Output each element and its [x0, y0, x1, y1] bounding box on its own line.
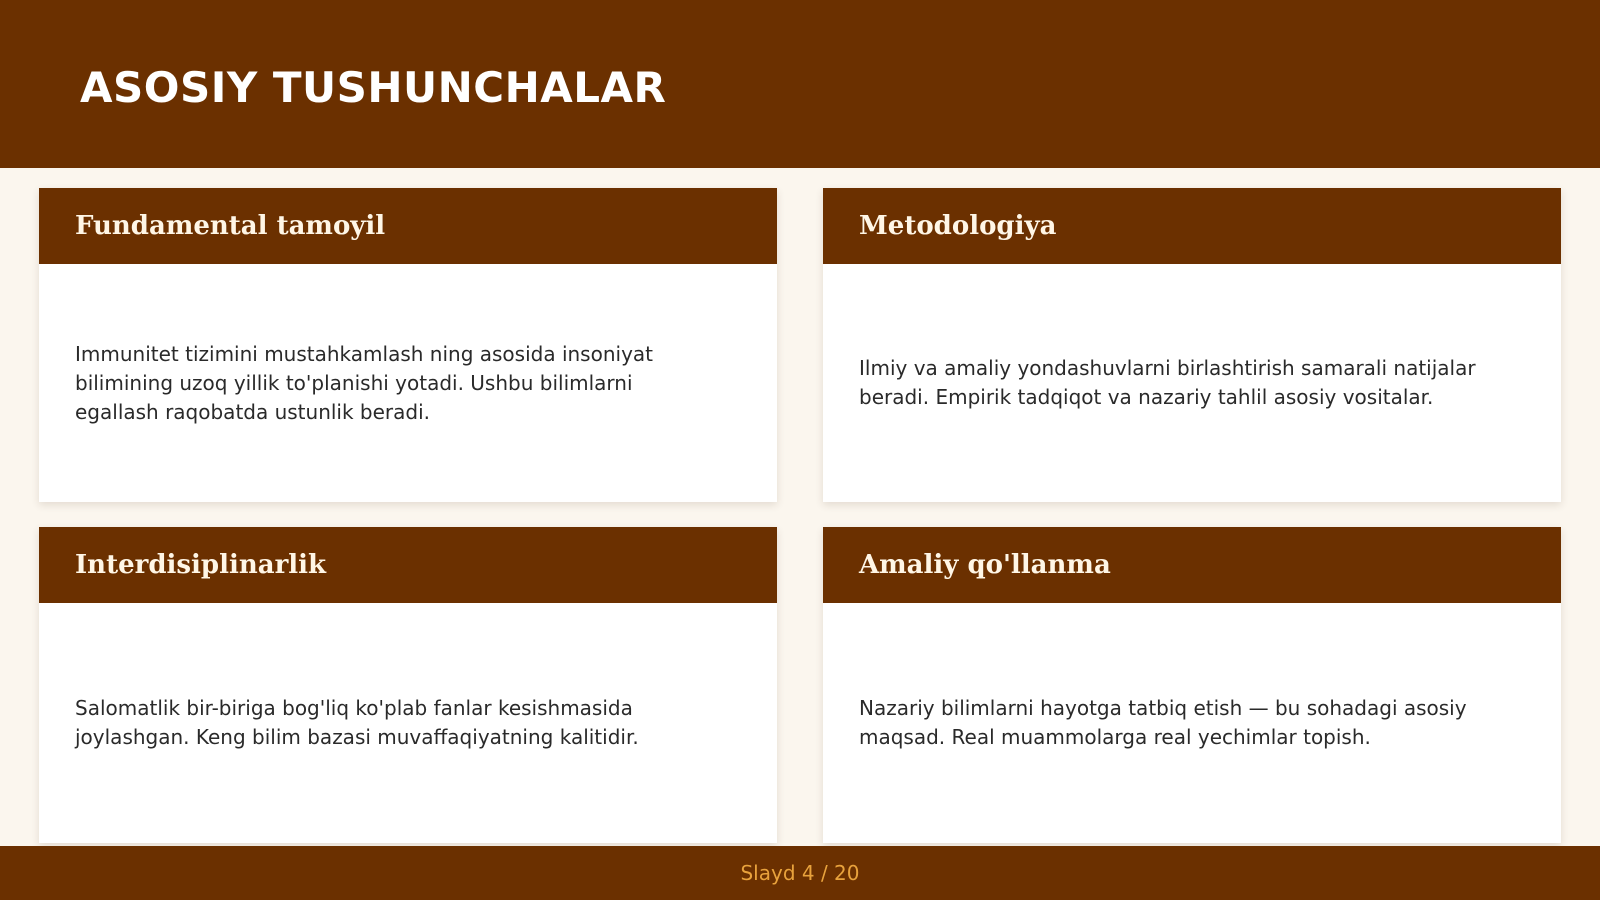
slide-header: [0, 0, 1600, 168]
slide-title: ASOSIY TUSHUNCHALAR: [80, 63, 667, 112]
card-body: [823, 264, 1561, 502]
card-text: Salomatlik bir-biriga bog'liq ko'plab fanlar kesishmasida joylashgan. Keng bilim bazasi muvaffaqiyatning kalitidir.: [75, 696, 639, 749]
card-title: Metodologiya: [859, 211, 1057, 241]
card-amaliy-qollanma: [823, 527, 1561, 843]
card-header: [823, 188, 1561, 264]
card-body: [39, 603, 777, 843]
card-text: Nazariy bilimlarni hayotga tatbiq etish — bu sohadagi asosiy maqsad. Real muammolarga real yechimlar topish.: [859, 696, 1467, 749]
slide-footer: [0, 846, 1600, 900]
card-body: [39, 264, 777, 502]
card-header: [39, 527, 777, 603]
card-metodologiya: [823, 188, 1561, 502]
card-text: Ilmiy va amaliy yondashuvlarni birlashtirish samarali natijalar beradi. Empirik tadqiqot va nazariy tahlil asosiy vositalar.: [859, 356, 1476, 409]
card-body: [823, 603, 1561, 843]
card-interdisiplinarlik: [39, 527, 777, 843]
card-text: Immunitet tizimini mustahkamlash ning asosida insoniyat bilimining uzoq yillik to'planishi yotadi. Ushbu bilimlarni egallash raqobatda ustunlik beradi.: [75, 341, 653, 424]
slide-counter: Slayd 4 / 20: [740, 861, 860, 885]
card-header: [39, 188, 777, 264]
card-header: [823, 527, 1561, 603]
card-title: Amaliy qo'llanma: [859, 550, 1111, 580]
card-fundamental-tamoyil: [39, 188, 777, 502]
card-title: Interdisiplinarlik: [75, 550, 327, 580]
card-title: Fundamental tamoyil: [75, 211, 386, 241]
